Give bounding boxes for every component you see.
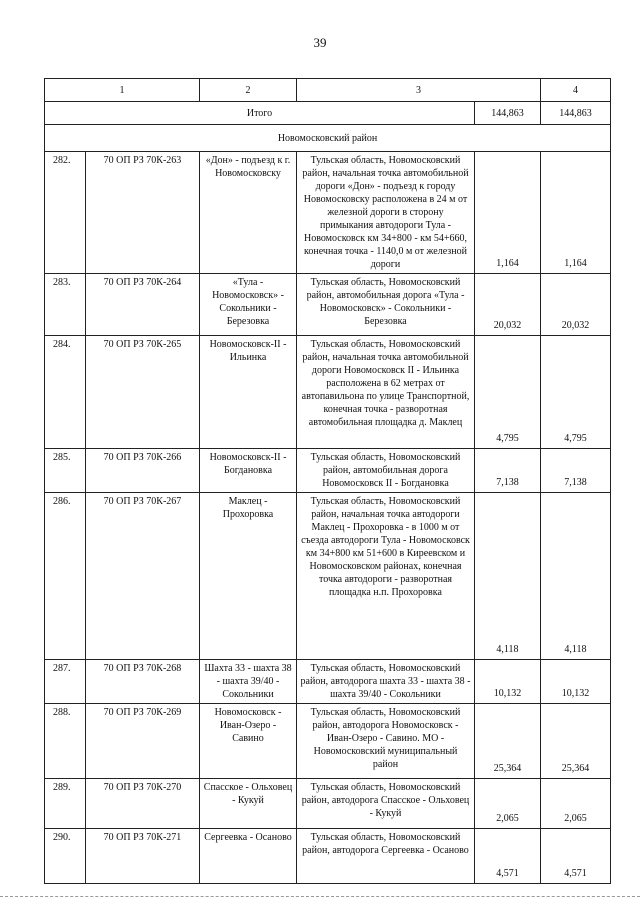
section-title: Новомосковский район (45, 125, 611, 152)
length-value-2: 20,032 (541, 274, 611, 336)
section-row (45, 125, 611, 152)
row-number: 285. (45, 449, 86, 493)
roads-table (44, 78, 611, 884)
road-code: 70 ОП РЗ 70К-267 (86, 493, 200, 660)
row-number: 284. (45, 336, 86, 449)
length-value-2: 25,364 (541, 704, 611, 779)
road-code: 70 ОП РЗ 70К-271 (86, 829, 200, 884)
road-code: 70 ОП РЗ 70К-263 (86, 152, 200, 274)
road-name: Маклец - Прохоровка (200, 493, 297, 660)
road-code: 70 ОП РЗ 70К-264 (86, 274, 200, 336)
road-description: Тульская область, Новомосковский район, начальная точка автомобильной дороги «Дон» - подъезд к городу Новомосковску расположена в 24 м от железной дороги в сторону примыкания автодороги Тула - Новомосковск км 34+800 - км 54+660, конечная точка - 1140,0 м от железной дороги (297, 152, 475, 274)
table-row (45, 493, 611, 660)
road-description: Тульская область, Новомосковский район, начальная точка автодороги Маклец - Прохоровка - в 1000 м от съезда автодороги Тула - Новомосковск км 34+800 км 51+600 в Киреевском и Новомосковском районах, конечная точка автодороги - разворотная площадка н.п. Прохоровка (297, 493, 475, 660)
road-name: Шахта 33 - шахта 38 - шахта 39/40 - Сокольники (200, 660, 297, 704)
road-description: Тульская область, Новомосковский район, автодорога шахта 33 - шахта 38 - шахта 39/40 - Сокольники (297, 660, 475, 704)
length-value-2: 10,132 (541, 660, 611, 704)
length-value-2: 4,795 (541, 336, 611, 449)
road-name: «Тула - Новомосковск» - Сокольники - Березовка (200, 274, 297, 336)
table-row (45, 704, 611, 779)
column-number-2: 2 (200, 79, 297, 102)
length-value-1: 2,065 (475, 779, 541, 829)
length-value-1: 1,164 (475, 152, 541, 274)
row-number: 288. (45, 704, 86, 779)
total-label: Итого (45, 102, 475, 125)
column-number-4: 4 (541, 79, 611, 102)
road-code: 70 ОП РЗ 70К-265 (86, 336, 200, 449)
road-name: Новомосковск-II - Ильинка (200, 336, 297, 449)
road-description: Тульская область, Новомосковский район, автодорога Спасское - Ольховец - Кукуй (297, 779, 475, 829)
table-row (45, 274, 611, 336)
road-code: 70 ОП РЗ 70К-266 (86, 449, 200, 493)
length-value-1: 25,364 (475, 704, 541, 779)
table-row (45, 660, 611, 704)
length-value-2: 4,571 (541, 829, 611, 884)
row-number: 289. (45, 779, 86, 829)
table-row (45, 449, 611, 493)
road-description: Тульская область, Новомосковский район, автомобильная дорога Новомосковск II - Богдановка (297, 449, 475, 493)
row-number: 282. (45, 152, 86, 274)
length-value-2: 4,118 (541, 493, 611, 660)
total-row (45, 102, 611, 125)
road-name: Новомосковск-II - Богдановка (200, 449, 297, 493)
row-number: 287. (45, 660, 86, 704)
road-name: Сергеевка - Осаново (200, 829, 297, 884)
total-value-2: 144,863 (541, 102, 611, 125)
column-number-header-row (45, 79, 611, 102)
length-value-1: 10,132 (475, 660, 541, 704)
road-name: Новомосковск - Иван-Озеро - Савино (200, 704, 297, 779)
road-code: 70 ОП РЗ 70К-268 (86, 660, 200, 704)
row-number: 286. (45, 493, 86, 660)
length-value-2: 1,164 (541, 152, 611, 274)
road-name: «Дон» - подъезд к г. Новомосковску (200, 152, 297, 274)
length-value-2: 7,138 (541, 449, 611, 493)
length-value-2: 2,065 (541, 779, 611, 829)
total-value-1: 144,863 (475, 102, 541, 125)
road-description: Тульская область, Новомосковский район, автодорога Новомосковск - Иван-Озеро - Савино. МО - Новомосковский муниципальный район (297, 704, 475, 779)
row-number: 290. (45, 829, 86, 884)
length-value-1: 4,118 (475, 493, 541, 660)
column-number-3: 3 (297, 79, 541, 102)
road-description: Тульская область, Новомосковский район, автомобильная дорога «Тула - Новомосковск» - Сокольники - Березовка (297, 274, 475, 336)
row-number: 283. (45, 274, 86, 336)
page-number: 39 (313, 35, 327, 50)
length-value-1: 4,571 (475, 829, 541, 884)
table-row (45, 779, 611, 829)
road-name: Спасское - Ольховец - Кукуй (200, 779, 297, 829)
table-row (45, 829, 611, 884)
road-code: 70 ОП РЗ 70К-269 (86, 704, 200, 779)
road-description: Тульская область, Новомосковский район, автодорога Сергеевка - Осаново (297, 829, 475, 884)
length-value-1: 4,795 (475, 336, 541, 449)
road-description: Тульская область, Новомосковский район, начальная точка автомобильной дороги Новомосковск II - Ильинка расположена в 62 метрах от автопавильона по улице Транспортной, конечная точка - разворотная автомобильная площадка д. Маклец (297, 336, 475, 449)
road-code: 70 ОП РЗ 70К-270 (86, 779, 200, 829)
length-value-1: 7,138 (475, 449, 541, 493)
table-row (45, 336, 611, 449)
column-number-1: 1 (45, 79, 200, 102)
table-row (45, 152, 611, 274)
length-value-1: 20,032 (475, 274, 541, 336)
page-bottom-edge (0, 896, 640, 899)
